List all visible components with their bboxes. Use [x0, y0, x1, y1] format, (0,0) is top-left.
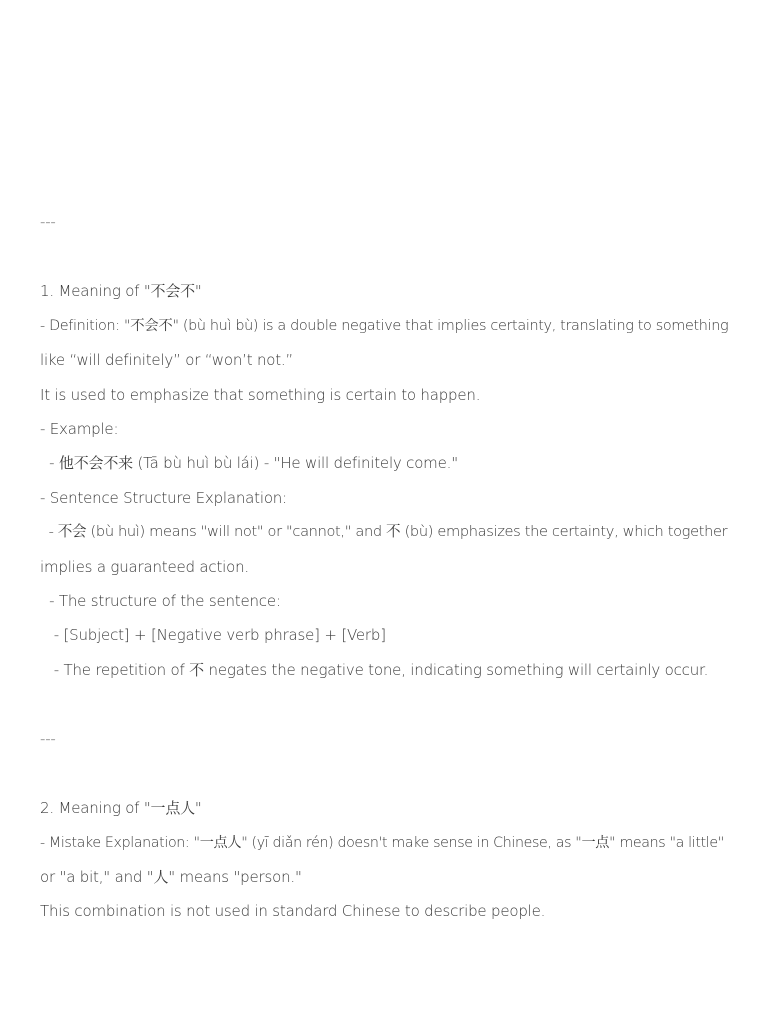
mistake-text-line: - Mistake Explanation: "一点人" (yī diǎn rén) doesn't make sense in Chinese, as "一点" means "a little": [40, 835, 724, 851]
definition-text-line: - Definition: "不会不" (bù huì bù) is a double negative that implies certainty, translating to something: [40, 318, 729, 334]
repetition-text: - The repetition of 不 negates the negative tone, indicating something will certainly occur.: [40, 661, 709, 679]
mistake-text-line: or "a bit," and "人" means "person.": [40, 868, 302, 886]
separator: ---: [40, 213, 56, 231]
combination-text: This combination is not used in standard Chinese to describe people.: [40, 902, 546, 920]
structure-text-line: - 不会 (bù huì) means "will not" or "cannot," and 不 (bù) emphasizes the certainty, which together: [40, 523, 728, 540]
example-label: - Example:: [40, 420, 119, 438]
structure-text-line: implies a guaranteed action.: [40, 558, 249, 576]
emphasis-text: It is used to emphasize that something is certain to happen.: [40, 386, 481, 404]
pattern-text: - [Subject] + [Negative verb phrase] + [Verb]: [40, 626, 386, 644]
structure-sub-label: - The structure of the sentence:: [40, 592, 281, 610]
structure-label: - Sentence Structure Explanation:: [40, 489, 287, 507]
separator: ---: [40, 730, 56, 748]
section-heading: 2. Meaning of "一点人": [40, 799, 202, 817]
section-heading: 1. Meaning of "不会不": [40, 282, 202, 300]
definition-text-line: like “will definitely” or “won’t not.”: [40, 351, 294, 369]
example-text: - 他不会不来 (Tā bù huì bù lái) - "He will definitely come.": [40, 454, 458, 472]
